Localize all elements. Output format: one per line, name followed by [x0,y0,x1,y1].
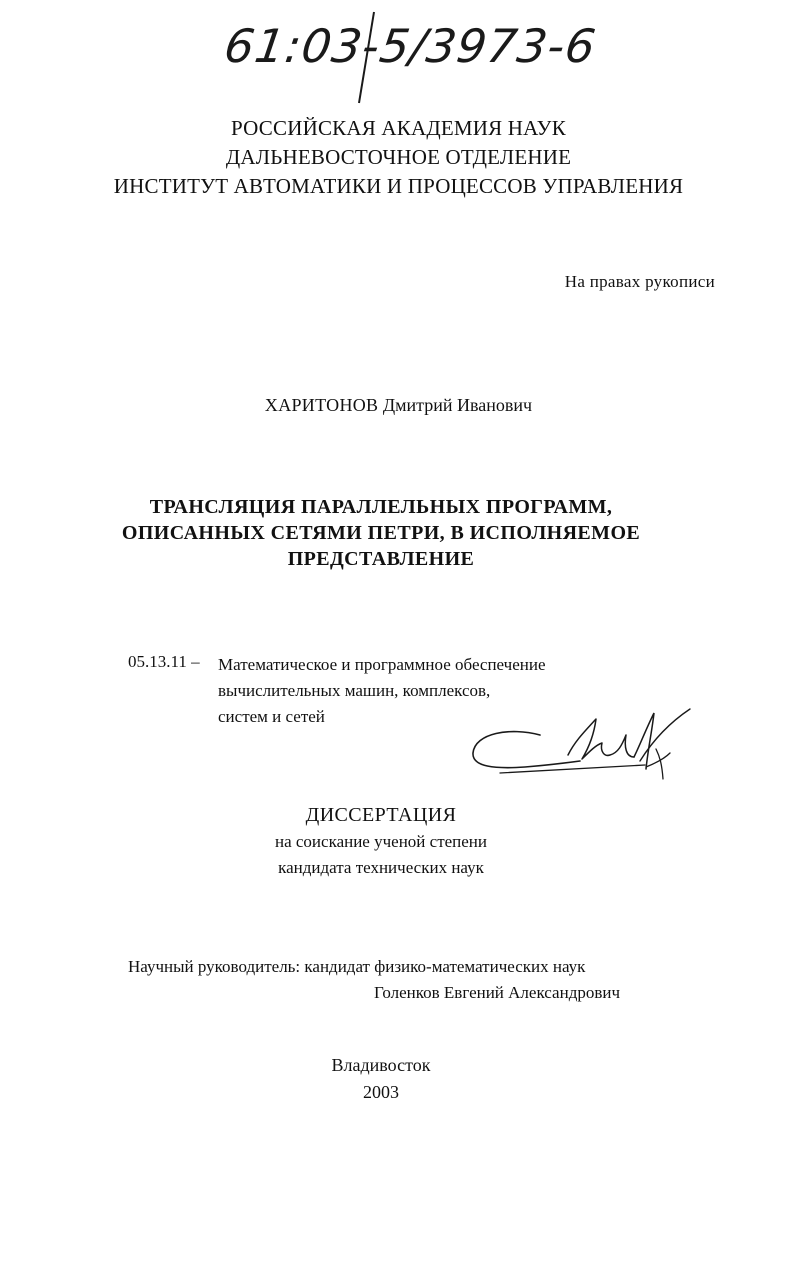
institution-line: РОССИЙСКАЯ АКАДЕМИЯ НАУК [231,116,566,140]
degree-line: кандидата технических наук [278,858,484,877]
degree-block [0,801,762,881]
supervisor-name: Голенков Евгений Александрович [374,983,621,1002]
specialty-line: систем и сетей [218,707,325,726]
specialty-code: 05.13.11 – [128,652,200,671]
institution-line: ДАЛЬНЕВОСТОЧНОЕ ОТДЕЛЕНИЕ [225,145,572,169]
author-signature [470,705,700,785]
author-given-names: Дмитрий Иванович [382,395,533,415]
author-name [0,395,797,416]
institution-header [0,114,797,201]
degree-line: на соискание ученой степени [274,832,488,851]
specialty-line: вычислительных машин, комплексов, [218,681,491,700]
title-line: ОПИСАННЫХ СЕТЯМИ ПЕТРИ, В ИСПОЛНЯЕМОЕ [121,522,641,544]
document-type: ДИССЕРТАЦИЯ [305,804,457,826]
title-line: ПРЕДСТАВЛЕНИЕ [287,548,475,570]
year: 2003 [363,1082,399,1102]
city: Владивосток [331,1055,431,1075]
handwritten-archive-number [221,10,600,105]
archive-number-text: 61:03-5/3973-6 [221,19,600,73]
institution-line: ИНСТИТУТ АВТОМАТИКИ И ПРОЦЕССОВ УПРАВЛЕНИЯ [113,174,684,198]
place-and-year [0,1052,762,1106]
dissertation-title [0,494,762,572]
title-line: ТРАНСЛЯЦИЯ ПАРАЛЛЕЛЬНЫХ ПРОГРАММ, [149,496,613,518]
author-surname: ХАРИТОНОВ [264,395,379,415]
supervisor-label: Научный руководитель: кандидат физико-математических наук [128,957,586,976]
specialty-line: Математическое и программное обеспечение [218,655,546,674]
rights-note: На правах рукописи [564,272,715,291]
